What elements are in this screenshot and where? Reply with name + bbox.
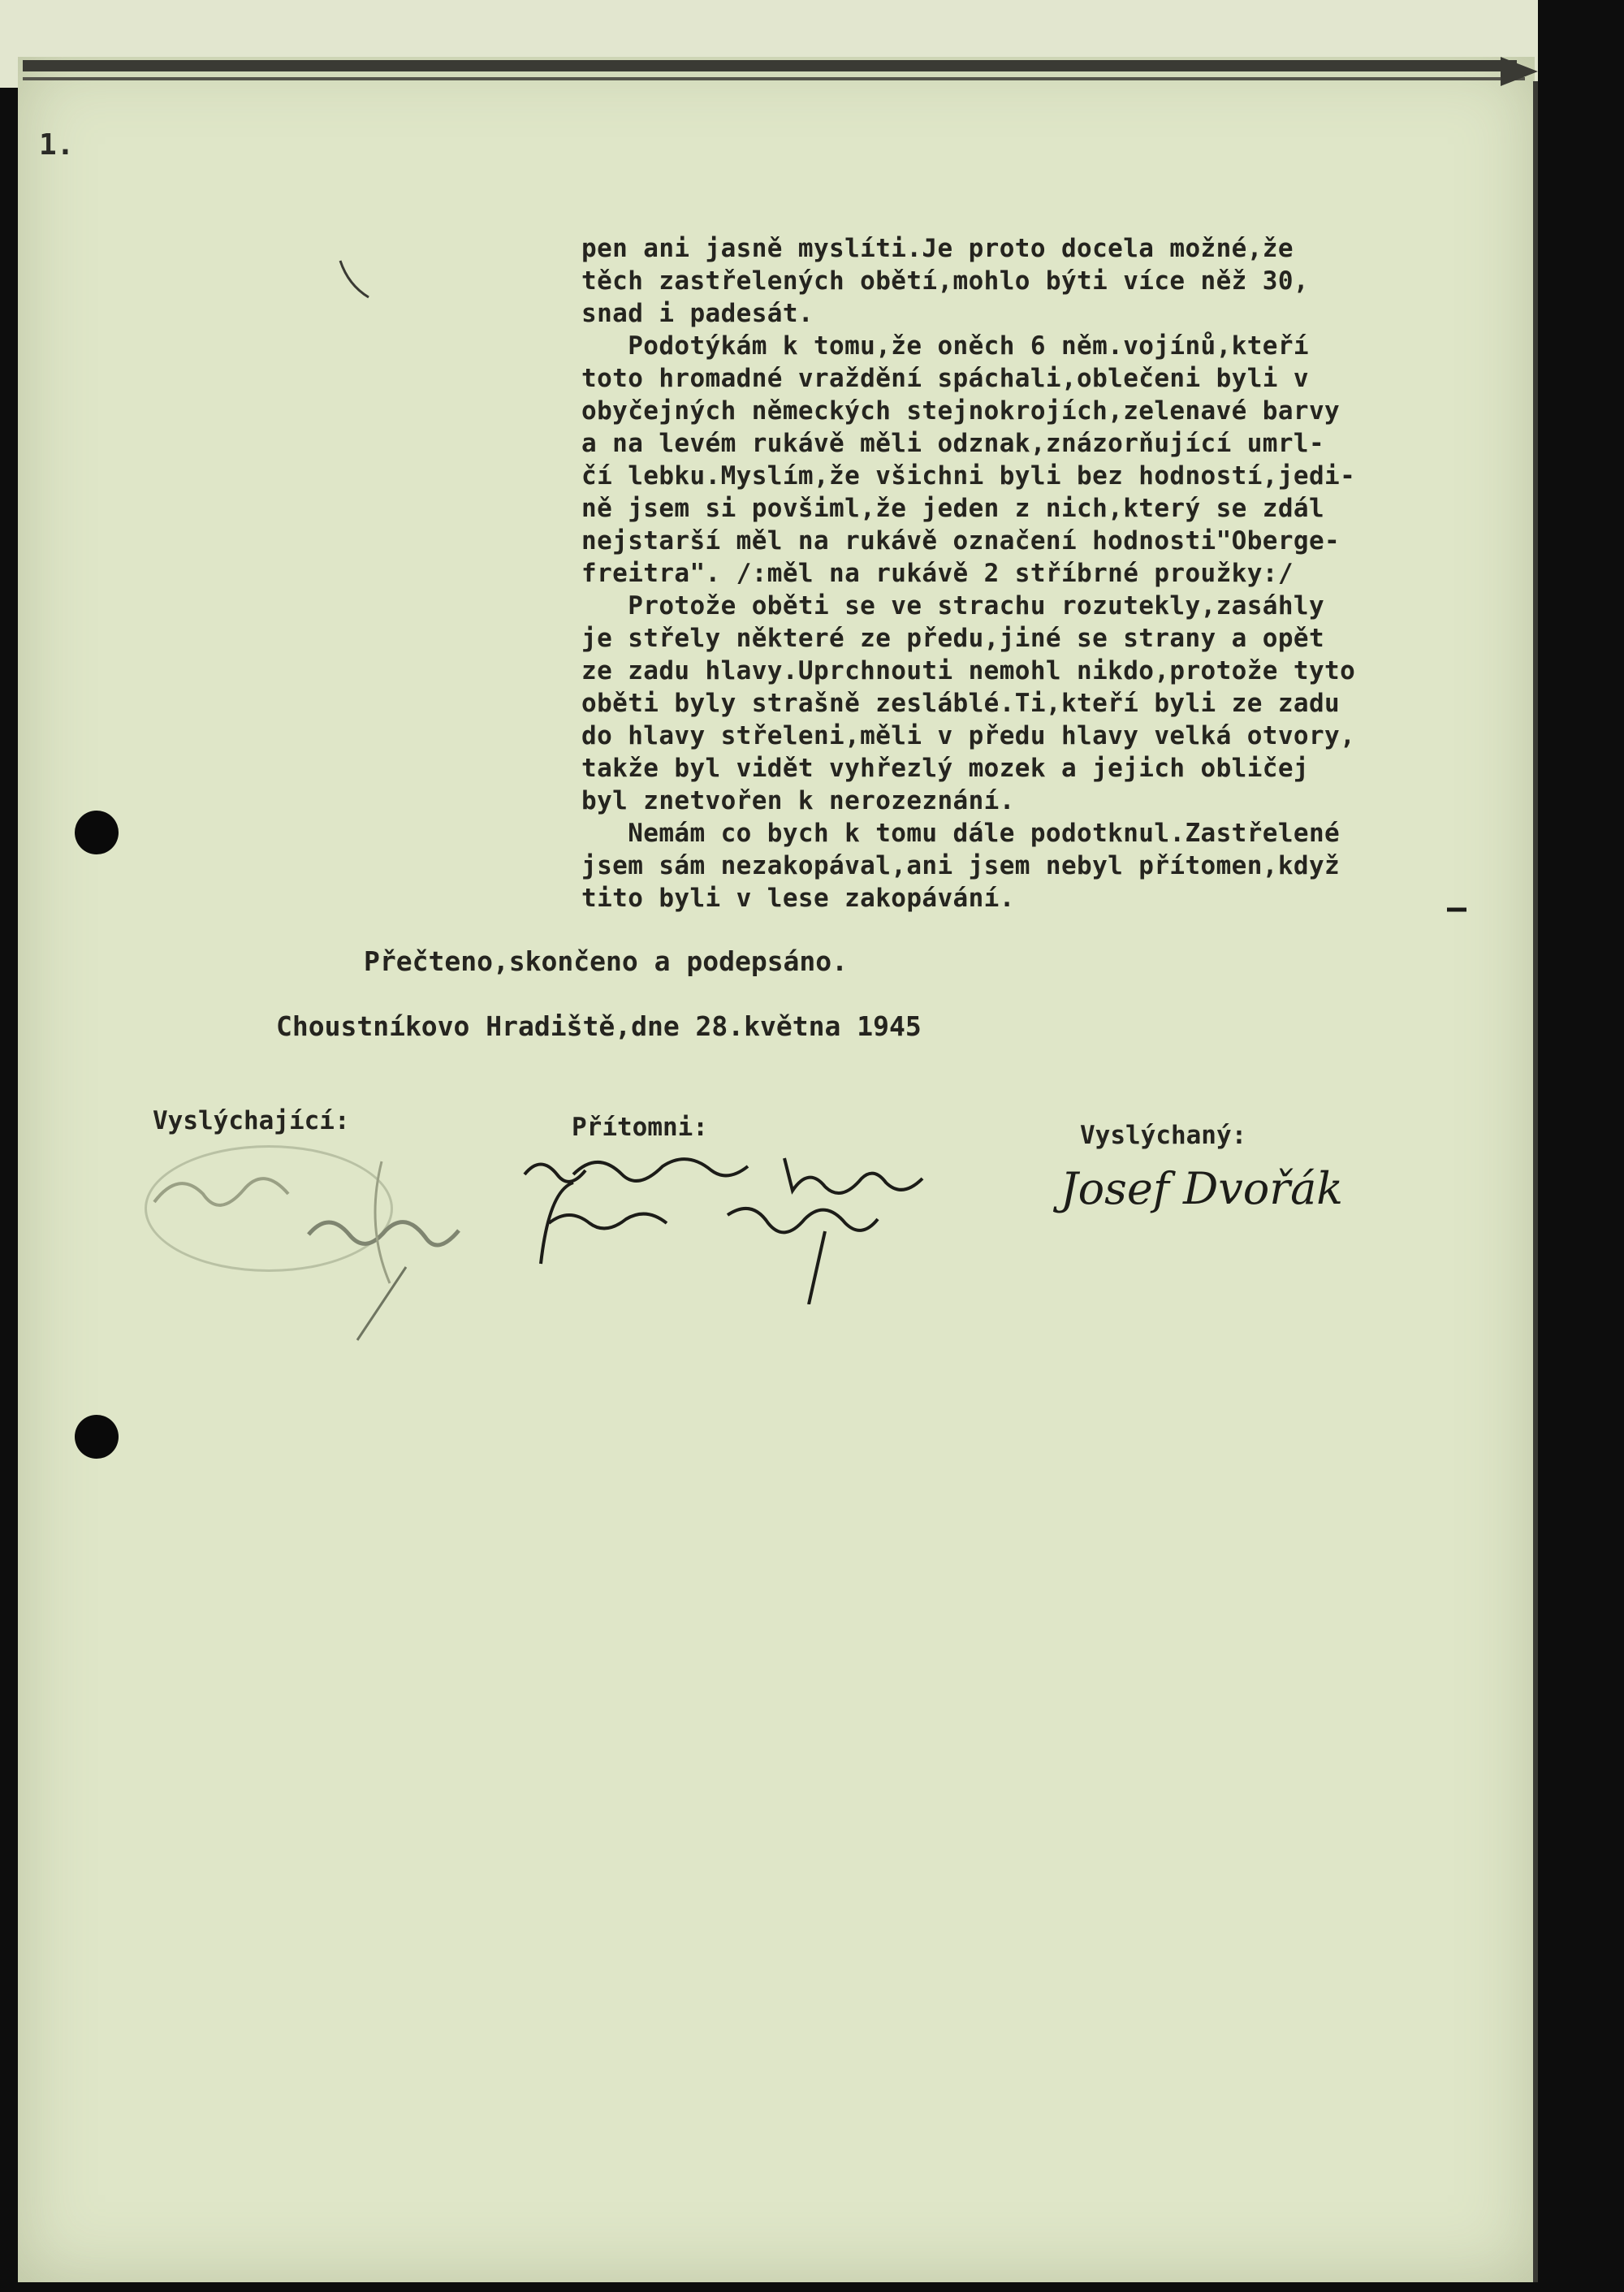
top-rule-thin (23, 77, 1525, 80)
body-line: do hlavy střeleni,měli v předu hlavy velká otvory, (581, 721, 1356, 750)
closing-statement: Přečteno,skončeno a podepsáno. (364, 945, 849, 977)
scan-bottom-border (0, 2282, 1624, 2292)
body-line: Protože oběti se ve strachu rozutekly,zasáhly (581, 591, 1325, 621)
body-line: ze zadu hlavy.Uprchnouti nemohl nikdo,protože tyto (581, 656, 1356, 685)
body-line: oběti byly strašně zesláblé.Ti,kteří byli ze zadu (581, 689, 1341, 718)
body-line: takže byl vidět vyhřezlý mozek a jejich obličej (581, 754, 1309, 783)
testimony-body (581, 232, 1483, 915)
body-line: nejstarší měl na rukávě označení hodnosti"Oberge- (581, 526, 1341, 556)
body-line: freitra". /:měl na rukávě 2 stříbrné proužky:/ (581, 559, 1294, 588)
body-line: Nemám co bych k tomu dále podotknul.Zastřelené (581, 819, 1341, 848)
page-marker: 1. (39, 128, 75, 162)
body-line: je střely některé ze předu,jiné se strany a opět (581, 624, 1325, 653)
body-line: těch zastřelených obětí,mohlo býti více něž 30, (581, 266, 1309, 296)
body-line: ně jsem si povšiml,že jeden z nich,který se zdál (581, 494, 1325, 523)
body-line: tito byli v lese zakopávání. (581, 884, 1015, 913)
body-line: toto hromadné vraždění spáchali,oblečeni byli v (581, 364, 1309, 393)
top-rule (23, 60, 1517, 71)
body-line: obyčejných německých stejnokrojích,zelenavé barvy (581, 396, 1341, 426)
interrogated-label: Vyslýchaný: (1080, 1121, 1247, 1150)
body-line: pen ani jasně myslíti.Je proto docela možné,že (581, 234, 1294, 263)
body-line: Podotýkám k tomu,že oněch 6 něm.vojínů,kteří (581, 331, 1309, 361)
faded-stamp (145, 1145, 393, 1272)
body-line: čí lebku.Myslím,že všichni byli bez hodností,jedi- (581, 461, 1356, 491)
punch-hole-lower (75, 1415, 119, 1459)
present-label: Přítomni: (572, 1113, 708, 1142)
body-line: snad i padesát. (581, 299, 814, 328)
body-line: byl znetvořen k nerozeznání. (581, 786, 1015, 815)
scan-right-border (1538, 0, 1624, 2292)
body-line: a na levém rukávě měli odznak,znázorňující umrl- (581, 429, 1325, 458)
interrogator-label: Vyslýchající: (153, 1106, 350, 1135)
punch-hole-upper (75, 811, 119, 854)
interrogated-signature: Josef Dvořák (1060, 1163, 1344, 1214)
scan-left-border (0, 0, 18, 2292)
body-line: jsem sám nezakopával,ani jsem nebyl přítomen,když (581, 851, 1341, 880)
place-and-date: Choustníkovo Hradiště,dne 28.května 1945 (276, 1010, 922, 1042)
